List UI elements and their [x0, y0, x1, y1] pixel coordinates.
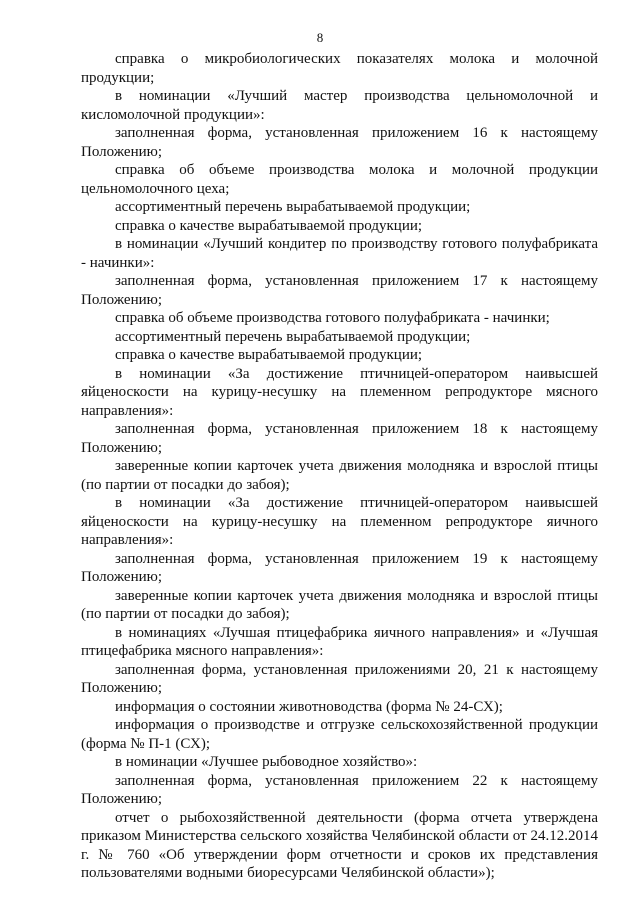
- paragraph: заполненная форма, установленная приложением 19 к настоящему Положению;: [81, 550, 598, 585]
- page-number: 8: [316, 30, 324, 45]
- paragraph: информация о производстве и отгрузке сельскохозяйственной продукции (форма № П-1 (СХ);: [81, 717, 598, 752]
- paragraph: в номинации «Лучший мастер производства цельномолочной и кисломолочной продукции»:: [81, 88, 598, 123]
- paragraph: заполненная форма, установленная приложением 22 к настоящему Положению;: [81, 772, 598, 807]
- paragraph: в номинациях «Лучшая птицефабрика яичного направления» и «Лучшая птицефабрика мясного направления»:: [81, 624, 598, 659]
- paragraph: в номинации «За достижение птичницей-оператором наивысшей яйценоскости на курицу-несушку на племенном репродукторе яичного направления»:: [81, 495, 598, 548]
- paragraph: информация о состоянии животноводства (форма № 24-СХ);: [115, 698, 503, 715]
- paragraph: заполненная форма, установленная приложением 16 к настоящему Положению;: [81, 125, 598, 160]
- paragraph: заполненная форма, установленная приложениями 20, 21 к настоящему Положению;: [81, 661, 598, 696]
- paragraph: справка об объеме производства готового полуфабриката - начинки;: [115, 310, 550, 326]
- paragraph: заверенные копии карточек учета движения молодняка и взрослой птицы (по партии от посадки до забоя);: [81, 587, 598, 622]
- paragraph: заполненная форма, установленная приложением 18 к настоящему Положению;: [81, 421, 598, 456]
- paragraph: заполненная форма, установленная приложением 17 к настоящему Положению;: [81, 273, 598, 308]
- paragraph: ассортиментный перечень вырабатываемой продукции;: [115, 328, 471, 345]
- paragraph: ассортиментный перечень вырабатываемой продукции;: [115, 199, 471, 215]
- paragraph: справка о микробиологических показателях молока и молочной продукции;: [81, 51, 598, 86]
- paragraph: справка о качестве вырабатываемой продукции;: [115, 217, 423, 234]
- paragraph: справка об объеме производства молока и молочной продукции цельномолочного цеха;: [81, 162, 598, 197]
- paragraph: в номинации «За достижение птичницей-оператором наивысшей яйценоскости на курицу-несушку на племенном репродукторе мясного направления»:: [81, 365, 598, 419]
- paragraph: справка о качестве вырабатываемой продукции;: [115, 347, 423, 363]
- document-body: [81, 50, 598, 883]
- paragraph: в номинации «Лучший кондитер по производству готового полуфабриката - начинки»:: [81, 236, 598, 271]
- paragraph: отчет о рыбохозяйственной деятельности (форма отчета утверждена приказом Министерства сельского хозяйства Челябинской области от 24.12.2014 г. № 760 «Об утверждении форм отчетности и сроков их представления пользователями водными биоресурсами Челябинской области»);: [81, 809, 598, 881]
- paragraph: в номинации «Лучшее рыбоводное хозяйство»:: [115, 754, 418, 770]
- paragraph: заверенные копии карточек учета движения молодняка и взрослой птицы (по партии от посадки до забоя);: [81, 458, 598, 493]
